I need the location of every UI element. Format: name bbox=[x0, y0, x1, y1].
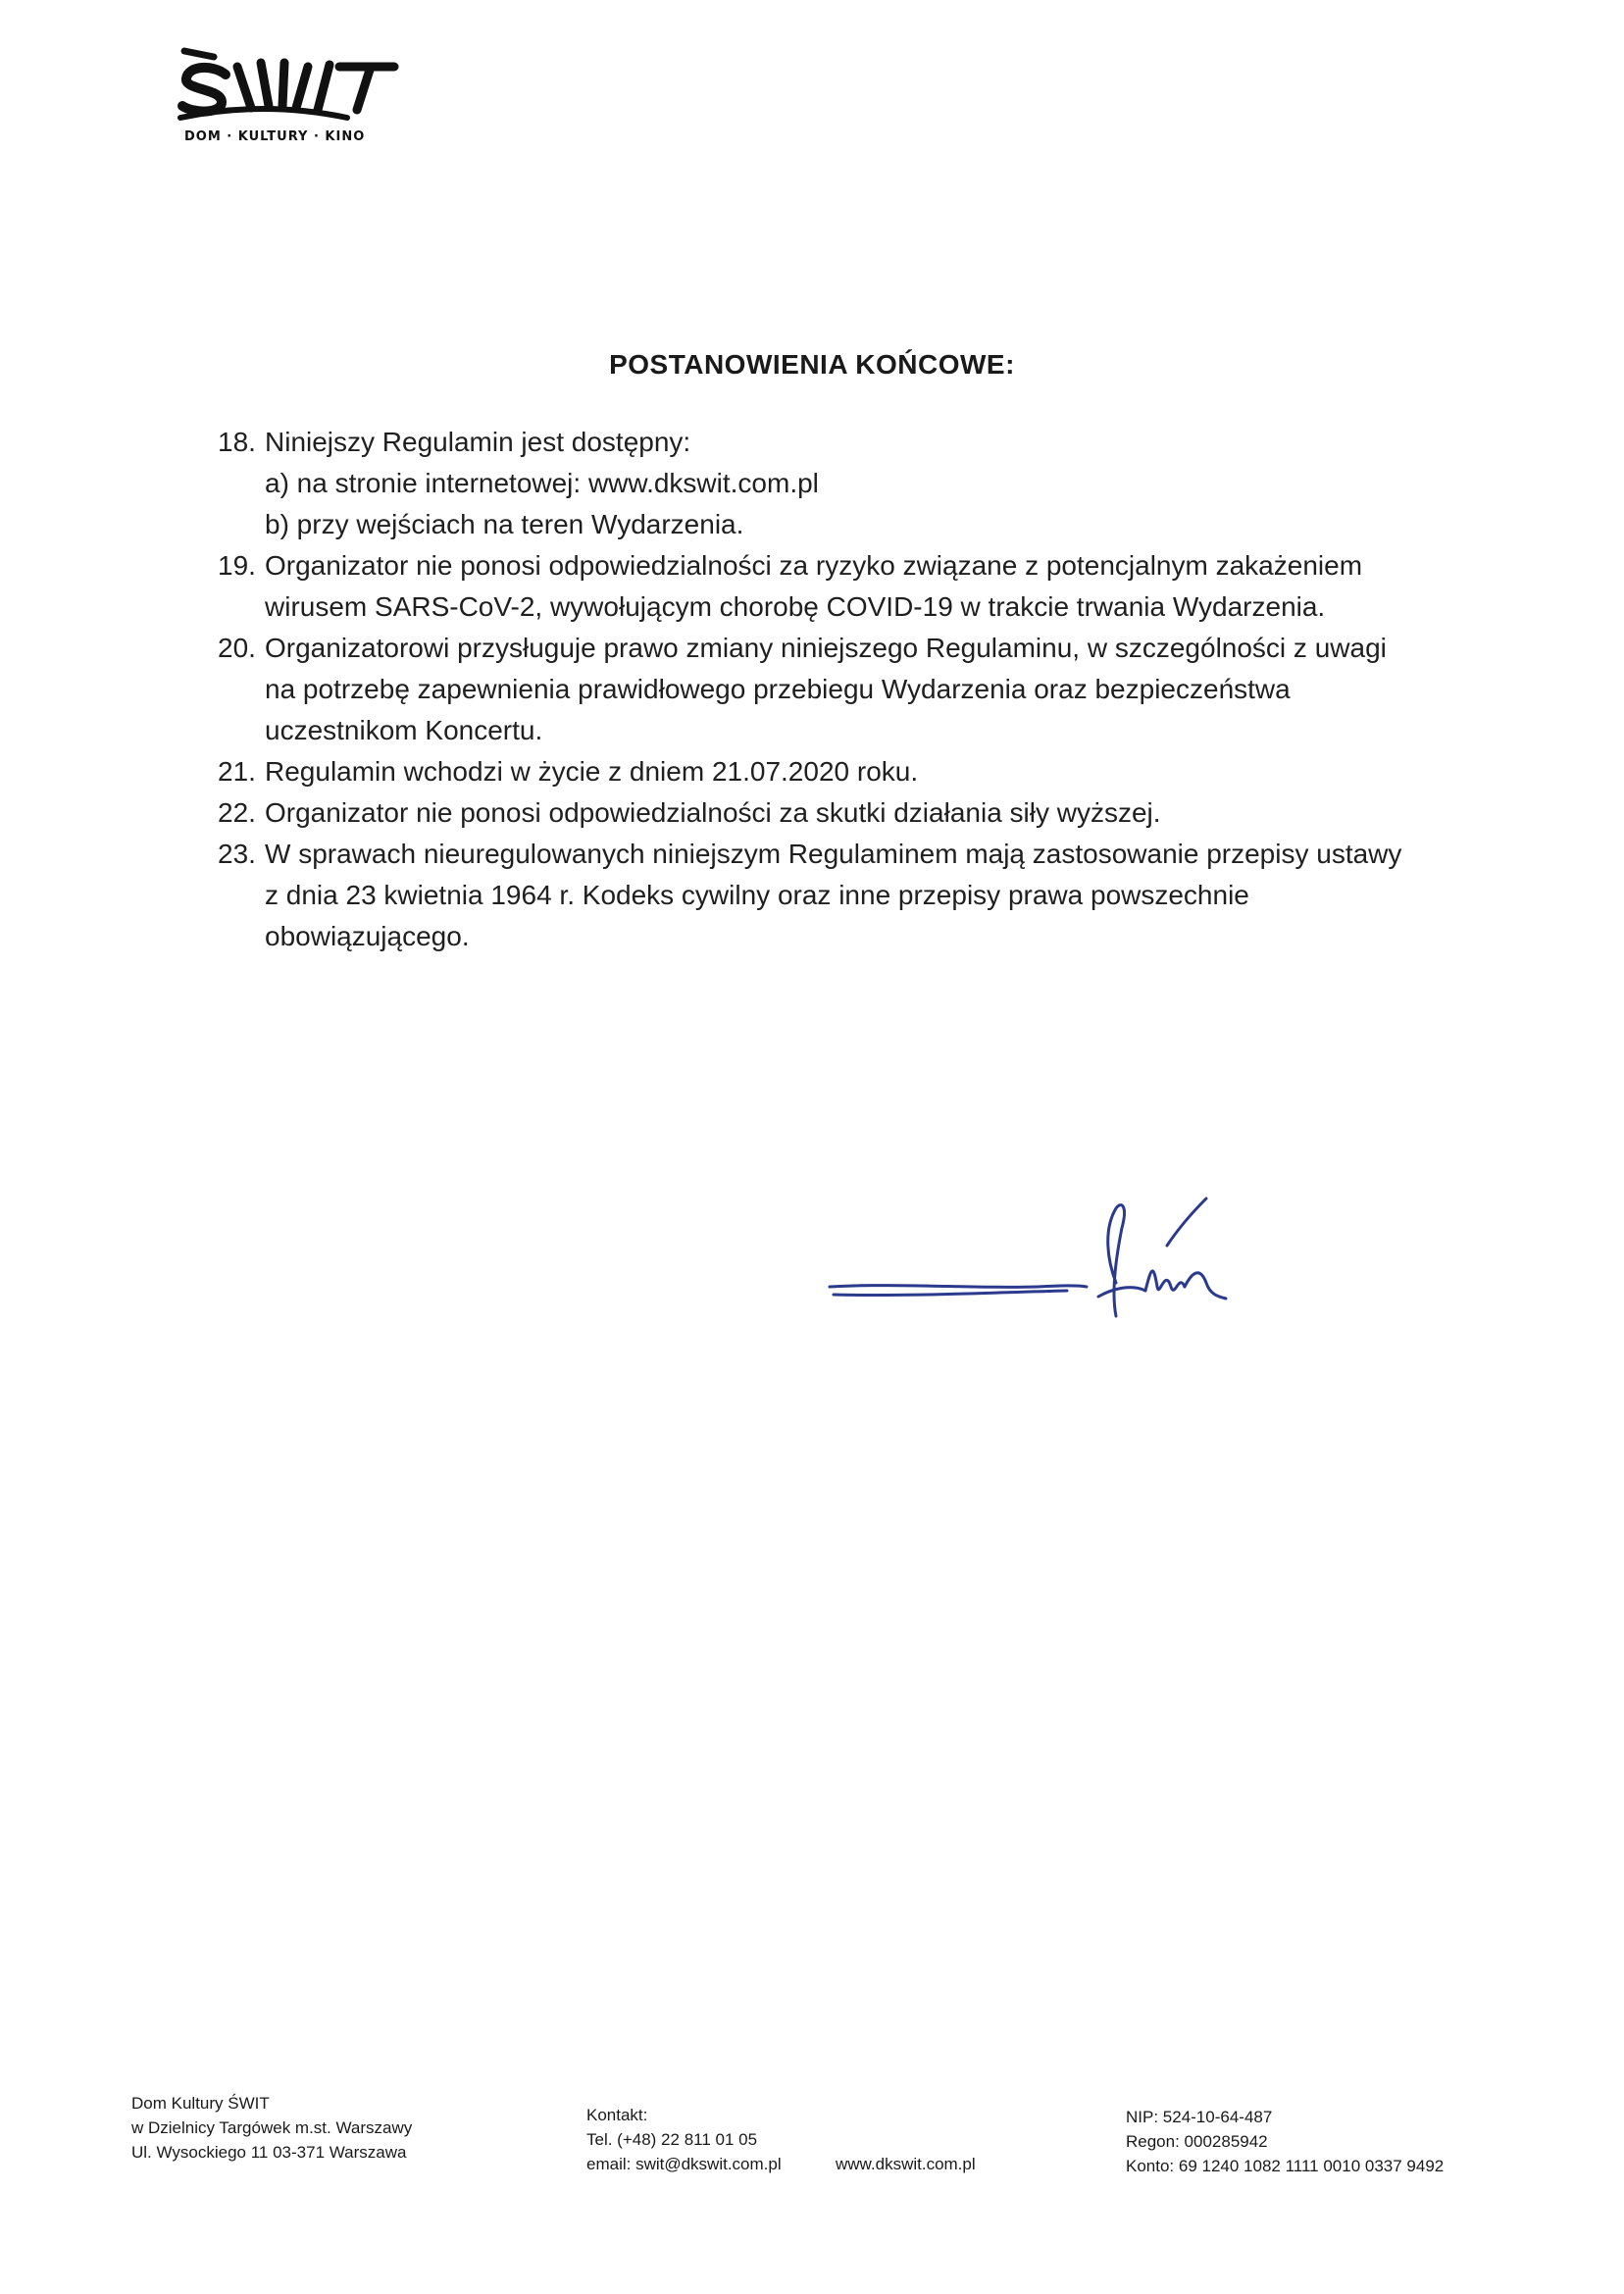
list-item bbox=[218, 628, 1414, 751]
item-text: Regulamin wchodzi w życie z dniem 21.07.2020 roku. bbox=[265, 756, 919, 787]
footer-address-line: Ul. Wysockiego 11 03-371 Warszawa bbox=[131, 2143, 407, 2162]
footer-website: www.dkswit.com.pl bbox=[836, 2155, 976, 2173]
footer-email: email: swit@dkswit.com.pl bbox=[586, 2155, 782, 2173]
logo-wordmark bbox=[175, 45, 400, 129]
footer-account: Konto: 69 1240 1082 1111 0010 0337 9492 bbox=[1126, 2157, 1445, 2175]
item-text: W sprawach nieuregulowanych niniejszym Regulaminem mają zastosowanie przepisy ustawy z dnia 23 kwietnia 1964 r. Kodeks cywilny oraz inne przepisy prawa powszechnie obowiązującego. bbox=[265, 839, 1402, 951]
item-number: 23. bbox=[218, 839, 256, 869]
item-number: 19. bbox=[218, 550, 256, 581]
footer-company bbox=[1126, 2105, 1444, 2178]
list-item bbox=[218, 545, 1414, 628]
item-text: Organizatorowi przysługuje prawo zmiany niniejszego Regulaminu, w szczególności z uwagi na potrzebę zapewnienia prawidłowego przebiegu Wydarzenia oraz bezpieczeństwa uczestnikom Koncertu. bbox=[265, 633, 1387, 745]
provisions-list bbox=[218, 422, 1414, 957]
item-text: Organizator nie ponosi odpowiedzialności za ryzyko związane z potencjalnym zakażeniem wirusem SARS-CoV-2, wywołującym chorobę COVID-19 w trakcie trwania Wydarzenia. bbox=[265, 550, 1363, 622]
subitem-text: b) przy wejściach na teren Wydarzenia. bbox=[265, 509, 744, 539]
item-text: Niniejszy Regulamin jest dostępny: bbox=[265, 427, 691, 457]
footer-address bbox=[131, 2091, 412, 2165]
footer-phone: Tel. (+48) 22 811 01 05 bbox=[586, 2130, 758, 2149]
signature bbox=[822, 1189, 1293, 1336]
item-number: 20. bbox=[218, 633, 256, 663]
list-item bbox=[218, 751, 1414, 792]
subitem-text: a) na stronie internetowej: www.dkswit.com.pl bbox=[265, 468, 819, 498]
item-number: 22. bbox=[218, 797, 256, 828]
footer-regon: Regon: 000285942 bbox=[1126, 2132, 1268, 2151]
list-item bbox=[218, 834, 1414, 957]
item-number: 21. bbox=[218, 756, 256, 787]
item-text: Organizator nie ponosi odpowiedzialności za skutki działania siły wyższej. bbox=[265, 797, 1161, 828]
signature-text bbox=[822, 1189, 823, 1190]
list-item bbox=[218, 422, 1414, 545]
footer-nip: NIP: 524-10-64-487 bbox=[1126, 2108, 1273, 2126]
logo bbox=[175, 45, 400, 153]
signature-icon bbox=[822, 1189, 1293, 1336]
footer-address-line: Dom Kultury ŚWIT bbox=[131, 2094, 270, 2113]
list-item bbox=[218, 792, 1414, 834]
item-number: 18. bbox=[218, 427, 256, 457]
logo-tagline: DOM · KULTURY · KINO bbox=[184, 129, 366, 144]
footer-contact bbox=[586, 2103, 782, 2176]
footer-contact-label: Kontakt: bbox=[586, 2106, 648, 2124]
page-title: POSTANOWIENIA KOŃCOWE: bbox=[609, 349, 1015, 380]
footer-address-line: w Dzielnicy Targówek m.st. Warszawy bbox=[131, 2118, 413, 2137]
